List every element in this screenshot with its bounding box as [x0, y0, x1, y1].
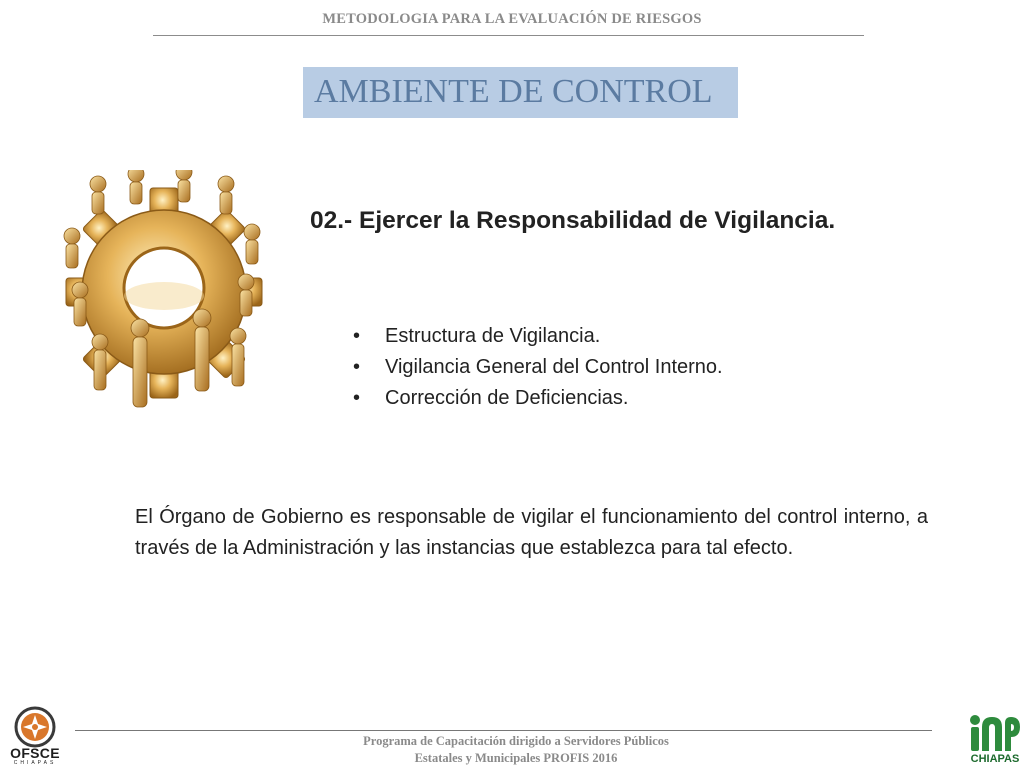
- bullet-item: [353, 321, 723, 352]
- bullet-dot: •: [353, 387, 361, 409]
- section-title-box: [303, 67, 738, 118]
- footer-divider: [75, 730, 932, 731]
- bullet-text: Estructura de Vigilancia.: [385, 325, 601, 347]
- bullet-text: Vigilancia General del Control Interno.: [385, 356, 723, 378]
- footer: [300, 733, 732, 767]
- bullet-dot: •: [353, 325, 361, 347]
- gear-people-illustration: [58, 170, 270, 440]
- ofsce-logo-subtitle: CHIAPAS: [13, 760, 57, 766]
- footer-line-2: Estatales y Municipales PROFIS 2016: [414, 751, 618, 765]
- bullet-item: [353, 383, 723, 414]
- bullet-item: [353, 352, 723, 383]
- footer-line-1: Programa de Capacitación dirigido a Servidores Públicos: [363, 734, 669, 748]
- ofsce-logo-name: OFSCE: [10, 745, 60, 761]
- bullet-list: [353, 321, 723, 414]
- body-paragraph: El Órgano de Gobierno es responsable de vigilar el funcionamiento del control interno, a través de la Administración y las instancias que establezca para tal efecto.: [135, 506, 928, 559]
- bullet-text: Corrección de Deficiencias.: [385, 387, 629, 409]
- slide-subtitle: 02.- Ejercer la Responsabilidad de Vigilancia.: [310, 207, 836, 234]
- header-divider: [153, 35, 864, 36]
- bullet-dot: •: [353, 356, 361, 378]
- section-title: AMBIENTE DE CONTROL: [314, 73, 713, 110]
- iap-logo-subtitle: CHIAPAS: [970, 753, 1020, 765]
- iap-logo-icon: [968, 713, 1022, 753]
- slide-header: METODOLOGIA PARA LA EVALUACIÓN DE RIESGOS: [322, 11, 702, 27]
